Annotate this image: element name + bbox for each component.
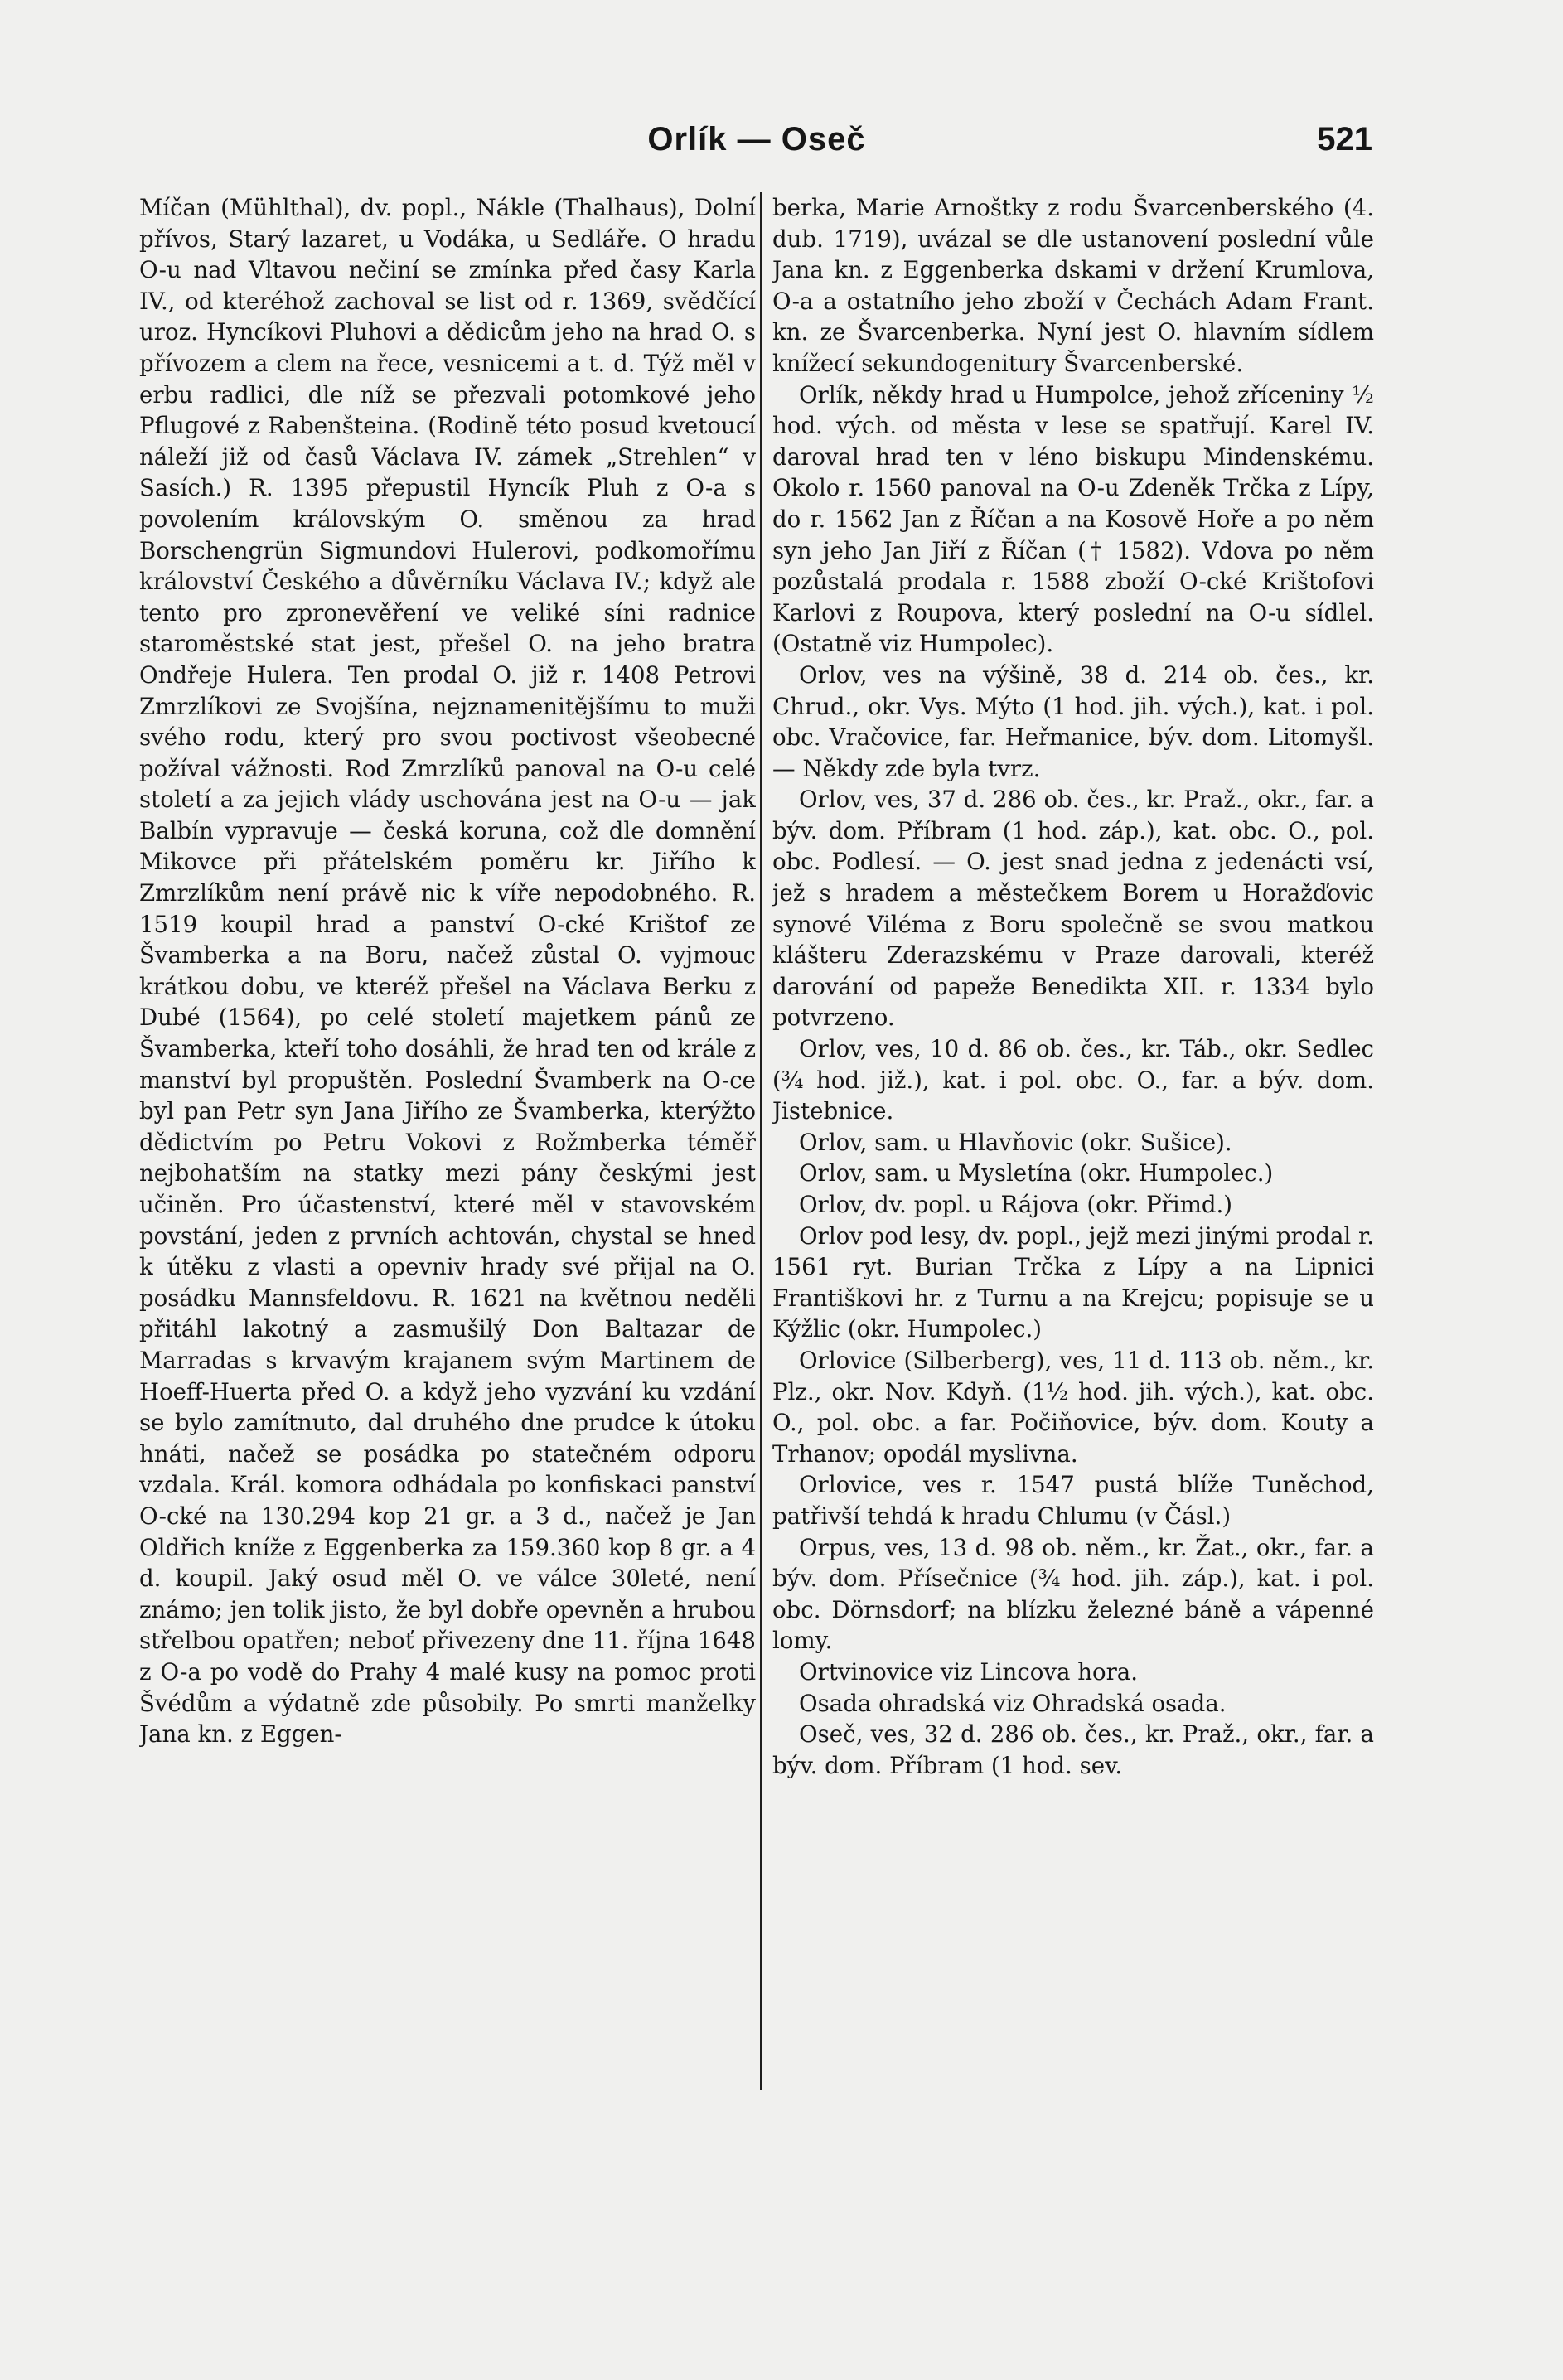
- page-number: 521: [1317, 121, 1372, 157]
- entry-orpus: Orpus, ves, 13 d. 98 ob. něm., kr. Žat., okr., far. a býv. dom. Přísečnice (¾ hod. jih. záp.), kat. i pol. obc. Dörnsdorf; na blízku železné báně a vápenné lomy.: [772, 1533, 1374, 1655]
- entry-orlov-1: Orlov, ves na výšině, 38 d. 214 ob. čes., kr. Chrud., okr. Vys. Mýto (1 hod. jih. vých.), kat. i pol. obc. Vračovice, far. Heřmanice, býv. dom. Litomyšl. — Někdy zde byla tvrz.: [772, 660, 1374, 782]
- entry-orlov-2: Orlov, ves, 37 d. 286 ob. čes., kr. Praž., okr., far. a býv. dom. Příbram (1 hod. záp.), kat. obc. O., pol. obc. Podlesí. — O. jest snad jedna z jedenácti vsí, jež s hradem a městečkem Borem u Horažďovic synové Viléma z Boru společně se svou matkou klášteru Zderazskému v Praze darovali, kteréž darování od papeže Benedikta XII. r. 1334 bylo potvrzeno.: [772, 786, 1374, 1032]
- entry-ortvinovice: Ortvinovice viz Lincova hora.: [799, 1657, 1138, 1686]
- entry-orlov-hlavnovic: Orlov, sam. u Hlavňovic (okr. Sušice).: [799, 1128, 1232, 1156]
- column-divider: [760, 192, 762, 2090]
- entry-orlov-3: Orlov, ves, 10 d. 86 ob. čes., kr. Táb., okr. Sedlec (¾ hod. již.), kat. i pol. obc. O., far. a býv. dom. Jistebnice.: [772, 1035, 1374, 1125]
- entry-orlik-continued: Míčan (Mühlthal), dv. popl., Nákle (Thalhaus), Dolní přívos, Starý lazaret, u Vodáka, u Sedláře. O hradu O-u nad Vltavou nečiní se zmínka před časy Karla IV., od kteréhož zachoval se list od r. 1369, svědčící uroz. Hyncíkovi Pluhovi a dědicům jeho na hrad O. s přívozem a clem na řece, vesnicemi a t. d. Týž měl v erbu radlici, dle níž se přezvali potomkové jeho Pflugové z Rabenšteina. (Rodině této posud kvetoucí náleží již od časů Václava IV. zámek „Strehlen“ v Sasích.) R. 1395 přepustil Hyncík Pluh z O-a s povolením královským O. směnou za hrad Borschengrün Sigmundovi Hulerovi, podkomořímu království Českého a důvěrníku Václava IV.; když ale tento pro zpronevěření ve veliké síni radnice staroměstské stat jest, přešel O. na jeho bratra Ondřeje Hulera. Ten prodal O. již r. 1408 Petrovi Zmrzlíkovi ze Svojšína, nejznamenitějšímu to muži svého rodu, který pro svou poctivost všeobecné požíval vážnosti. Rod Zmrzlíků panoval na O-u celé století a za jejich vlády uschována jest na O-u — jak Balbín vypravuje — česká koruna, což dle domnění Mikovce při přátelském poměru kr. Jiřího k Zmrzlíkům není právě nic k víře nepodobného. R. 1519 koupil hrad a panství O-cké Krištof ze Švamberka a na Boru, načež zůstal O. vyjmouc krátkou dobu, ve kteréž přešel na Václava Berku z Dubé (1564), po celé století majetkem pánů ze Švamberka, kteří toho dosáhli, že hrad ten od krále z manství byl propuštěn. Poslední Švamberk na O-ce byl pan Petr syn Jana Jiřího ze Švamberka, kterýžto dědictvím po Petru Vokovi z Rožmberka téměř nejbohatším na statky mezi pány českými jest učiněn. Pro účastenství, které měl v stavovském povstání, jeden z prvních achtován, chystal se hned k útěku z vlasti a opevniv hrady své přijal na O. posádku Mannsfeldovu. R. 1621 na květnou neděli přitáhl lakotný a zasmušilý Don Baltazar de Marradas s krvavým krajanem svým Martinem de Hoeff-Huerta před O. a když jeho vyzvání ku vzdání se bylo zamítnuto, dal druhého dne prudce k útoku hnáti, načež se posádka po statečném odporu vzdala. Král. komora odhádala po konfiskaci panství O-cké na 130.294 kop 21 gr. a 3 d., načež je Jan Oldřich kníže z Eggenberka za 159.360 kop 8 gr. a 4 d. koupil. Jaký osud měl O. ve válce 30leté, není známo; jen tolik jisto, že byl dobře opevněn a hrubou střelbou opatřen; neboť přivezeny dne 11. října 1648 z O-a po vodě do Prahy 4 malé kusy na pomoc proti Švédům a výdatně zde působily. Po smrti manželky Jana kn. z Eggen-: [139, 194, 756, 1749]
- running-header: [141, 121, 1372, 171]
- entry-orlov-rajov: Orlov, dv. popl. u Rájova (okr. Přimd.): [799, 1191, 1233, 1218]
- left-column: [139, 192, 756, 2098]
- entry-osec: Oseč, ves, 32 d. 286 ob. čes., kr. Praž., okr., far. a býv. dom. Příbram (1 hod. sev.: [772, 1720, 1374, 1779]
- entry-orlov-pod-lesy: Orlov pod lesy, dv. popl., jejž mezi jinými prodal r. 1561 ryt. Burian Trčka z Lípy a na Lipnici Františkovi hr. z Turnu a na Krejcu; popisuje se u Kýžlic (okr. Humpolec.): [772, 1221, 1374, 1343]
- entry-osada-ohradska: Osada ohradská viz Ohradská osada.: [799, 1689, 1227, 1717]
- page-title: Orlík — Oseč: [647, 121, 866, 157]
- right-column: [772, 192, 1374, 2098]
- entry-orlovice-2: Orlovice, ves r. 1547 pustá blíže Tuněchod, patřivší tehdá k hradu Chlumu (v Čásl.): [772, 1471, 1374, 1530]
- entry-orlik-continued-end: berka, Marie Arnoštky z rodu Švarcenberského (4. dub. 1719), uvázal se dle ustanovení poslední vůle Jana kn. z Eggenberka dskami v držení Krumlova, O-a a ostatního jeho zboží v Čechách Adam Frant. kn. ze Švarcenberka. Nyní jest O. hlavním sídlem knížecí sekundogenitury Švarcenberské.: [772, 194, 1374, 377]
- entry-orlovice-1: Orlovice (Silberberg), ves, 11 d. 113 ob. něm., kr. Plz., okr. Nov. Kdyň. (1½ hod. jih. vých.), kat. obc. O., pol. obc. a far. Počiňovice, býv. dom. Kouty a Trhanov; opodál myslivna.: [772, 1346, 1374, 1468]
- entry-orlik-humpolec: Orlík, někdy hrad u Humpolce, jehož zříceniny ½ hod. vých. od města v lese se spatřují. Karel IV. daroval hrad ten v léno biskupu Mindenskému. Okolo r. 1560 panoval na O-u Zdeněk Trčka z Lípy, do r. 1562 Jan z Říčan a na Kosově Hoře a po něm syn jeho Jan Jiří z Říčan († 1582). Vdova po něm pozůstalá prodala r. 1588 zboží O-cké Krištofovi Karlovi z Roupova, který poslední na O-u sídlel. (Ostatně viz Humpolec).: [772, 380, 1374, 658]
- entry-orlov-mysletin: Orlov, sam. u Mysletína (okr. Humpolec.): [799, 1159, 1274, 1188]
